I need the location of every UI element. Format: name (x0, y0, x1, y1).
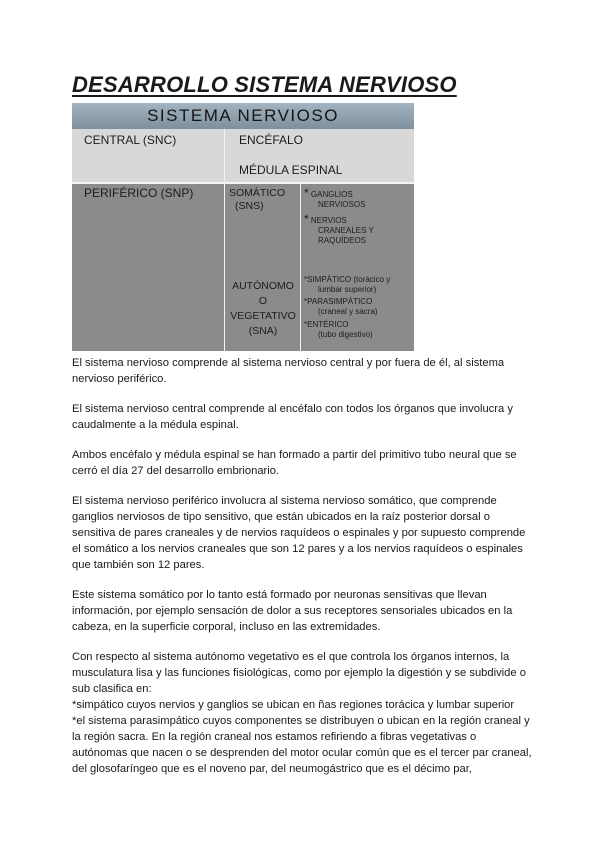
paragraph-autonomic (72, 649, 532, 777)
divider (224, 129, 225, 351)
enterico-item (304, 320, 373, 340)
autonomo-line3: VEGETATIVO (230, 310, 296, 322)
peripheral-label: PERIFÉRICO (SNP) (84, 186, 194, 200)
simpatico-line2: lumbar superior) (318, 285, 377, 294)
paragraph: El sistema nervioso central comprende al encéfalo con todos los órganos que involucra y caudalmente a la médula espinal. (72, 403, 513, 431)
central-label: CENTRAL (SNC) (84, 133, 177, 147)
somatic-line2: (SNS) (235, 200, 264, 212)
paragraph: Ambos encéfalo y médula espinal se han formado a partir del primitivo tubo neural que se cerró el día 27 del desarrollo embrionario. (72, 449, 517, 477)
enterico-line2: (tubo digestivo) (318, 330, 373, 339)
somatic-label (229, 187, 285, 213)
nervios-line2: CRANEALES Y (318, 226, 374, 235)
paragraph: El sistema nervioso periférico involucra al sistema nervioso somático, que comprende ganglios nerviosos de tipo sensitivo, que están ubicados en la raíz posterior dorsal o sensitiva de pares craneales y de nervios raquídeos o espinales y por supuesto comprende el somático a los nervios craneales que son 12 pares y a los nervios raquídeos o espinales que también son 12 pares. (72, 495, 526, 571)
enterico-line1: *ENTÉRICO (304, 320, 349, 329)
ganglios-item (304, 188, 365, 210)
somatic-line1: SOMÁTICO (229, 187, 286, 199)
autonomo-label (228, 279, 298, 339)
ganglios-line1: GANGLIOS (310, 190, 353, 199)
paragraph: Este sistema somático por lo tanto está formado por neuronas sensitivas que llevan información, por ejemplo sensación de dolor a sus receptores sensoriales ubicados en la cabeza, en la superficie corporal, incluso en las extremidades. (72, 589, 513, 633)
paragraph-line: Con respecto al sistema autónomo vegetativo es el que controla los órganos internos, la musculatura lisa y las funciones fisiológicas, como por ejemplo la digestión y se subdivide o sub clasifica en: (72, 651, 526, 695)
body-text (72, 355, 532, 777)
bullet-star: * (304, 212, 309, 226)
divider (72, 182, 414, 184)
simpatico-item (304, 275, 390, 295)
nervios-item (304, 214, 374, 246)
paragraph-line: *simpático cuyos nervios y ganglios se ubican en ñas regiones torácica y lumbar superior (72, 699, 515, 711)
nervios-line1: NERVIOS (310, 216, 347, 225)
nervios-line3: RAQUÍDEOS (318, 236, 367, 245)
page-title: DESARROLLO SISTEMA NERVIOSO (72, 72, 457, 97)
simpatico-line1: *SIMPÁTICO (torácico y (304, 275, 391, 284)
parasimpatico-line2: (craneal y sacra) (318, 307, 378, 316)
bullet-star: * (304, 186, 309, 200)
autonomo-line2: O (258, 295, 268, 307)
paragraph: El sistema nervioso comprende al sistema nervioso central y por fuera de él, al sistema nervioso periférico. (72, 357, 505, 385)
divider (300, 183, 301, 351)
diagram-header: SISTEMA NERVIOSO (72, 103, 414, 129)
parasimpatico-line1: *PARASIMPÁTICO (304, 297, 373, 306)
autonomo-line1: AUTÓNOMO (232, 280, 294, 292)
paragraph-line: *el sistema parasimpático cuyos componentes se distribuyen o ubican en la región craneal y la región sacra. En la región craneal nos estamos refiriendo a fibras vegetativas o autónomas que nacen o se desprenden del motor ocular común que es el tercer par craneal, del glosofaríngeo que es el noveno par, del neumogástrico que es el décimo par, (72, 715, 532, 775)
central-item-medula: MÉDULA ESPINAL (239, 163, 343, 177)
central-item-encefalo: ENCÉFALO (239, 133, 304, 147)
autonomo-line4: (SNA) (248, 325, 278, 337)
nervous-system-diagram (72, 103, 414, 351)
ganglios-line2: NERVIOSOS (318, 200, 366, 209)
parasimpatico-item (304, 297, 378, 317)
